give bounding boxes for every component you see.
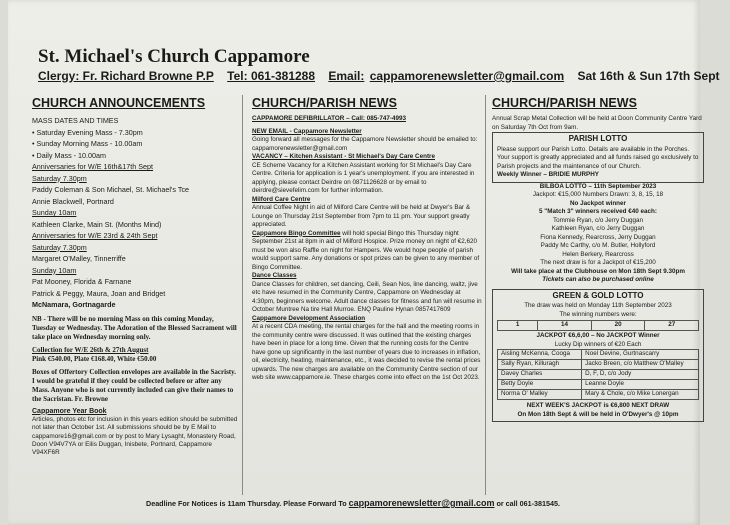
mass-times-title: MASS DATES AND TIMES bbox=[32, 116, 119, 125]
lucky-dip-winner: Jacko Breen, c/o Matthew O'Malley bbox=[582, 360, 699, 370]
bilboa-winner: Tommie Ryan, c/o Jerry Duggan bbox=[553, 216, 643, 224]
bilboa-winner: Paddy Mc Carthy, c/o M. Butler, Hollyford bbox=[540, 242, 656, 249]
page-title: St. Michael's Church Cappamore bbox=[38, 46, 310, 67]
green-gold-lotto-box bbox=[492, 289, 704, 423]
yearbook-title: Cappamore Year Book bbox=[32, 407, 107, 415]
column-heading: CHURCH/PARISH NEWS bbox=[492, 96, 637, 110]
table-row bbox=[498, 370, 699, 380]
bilboa-winner: Fiona Kennedy, Rearcross, Jerry Duggan bbox=[540, 233, 656, 241]
lucky-dip-winner: Betty Doyle bbox=[498, 380, 582, 390]
yearbook-text: Articles, photos etc for inclusion in this years edition should be submitted not later than October 1st. All submissions should be by E Mail to cappamore16@gmail.com or by post to Mary Lysaght, Monastery Road, Doon V94V7YA or Eilis Duggan, Inisbete, Portnard, Cappamore V94XF6R bbox=[32, 416, 238, 457]
green-gold-draw-date: The draw was held on Monday 11th September 2023 bbox=[524, 302, 672, 309]
winning-number: 20 bbox=[591, 321, 645, 331]
bilboa-no-jackpot: No Jackpot winner bbox=[570, 199, 626, 207]
column-divider bbox=[485, 95, 486, 495]
scrap-metal-notice: Annual Scrap Metal Collection will be held at Doon Community Centre Yard on Saturday 7th Oct from 9am. bbox=[492, 115, 702, 131]
footer-text: Deadline For Notices is 11am Thursday. Please Forward To bbox=[146, 499, 349, 508]
anniversary-name: Pat Mooney, Florida & Farnane bbox=[32, 277, 132, 286]
mass-time-item: • Saturday Evening Mass - 7.30pm bbox=[32, 127, 143, 137]
winning-number: 1 bbox=[498, 321, 538, 331]
collection-values: Pink €540.00, Plate €168.40, White €50.00 bbox=[32, 354, 157, 363]
parish-lotto-box bbox=[492, 132, 704, 183]
newsletter-date: Sat 16th & Sun 17th Sept bbox=[577, 69, 720, 83]
cda-title: Cappamore Development Association bbox=[252, 314, 366, 322]
dance-text: Dance Classes for children, set dancing, Ceili, Sean Nos, line dancing, waltz, jive etc have resumed in the Community Centre, Cappamore on Wednesday at 4:30pm, beginners welcome. Adult dance classes for fitness and fun will resume in October Muntree Na tire Hall Murroe. ENQ Pauline Hynan 0857417609 bbox=[252, 280, 482, 313]
anniversaries-title: Anniversaries for W/E 23rd & 24th Sept bbox=[32, 231, 158, 240]
bingo-title: Cappamore Bingo Committee bbox=[252, 229, 341, 237]
table-row bbox=[498, 380, 699, 390]
bilboa-venue: Will take place at the Clubhouse on Mon 18th Sept 9.30pm bbox=[511, 267, 685, 275]
mass-slot: Saturday 7.30pm bbox=[32, 242, 87, 252]
bilboa-title: BILBOA LOTTO – 11th September 2023 bbox=[539, 182, 657, 190]
column-heading: CHURCH ANNOUNCEMENTS bbox=[32, 96, 206, 110]
anniversaries-title: Anniversaries for W/E 16th&17th Sept bbox=[32, 162, 154, 171]
newsletter-text: Going forward all messages for the Cappamore Newsletter should be emailed to: cappamorenewsletter@gmail.com bbox=[252, 136, 478, 152]
mass-time-item: • Sunday Morning Mass - 10.00am bbox=[32, 139, 143, 148]
bingo-text: will hold special Bingo this Thursday night September 21st at 8pm in aid of Milford Hospice. Prize money on night of €2,620 must be won also Raffle on night for Hampers. We would hope people of parish would support same. Any donations or spot prizes can be given to any member of Bingo Committee. bbox=[252, 229, 480, 271]
footer-deadline bbox=[146, 498, 560, 508]
anniversary-name: Kathleen Clarke, Main St. (Months Mind) bbox=[32, 219, 162, 229]
table-row bbox=[498, 350, 699, 360]
column-divider bbox=[242, 95, 243, 495]
mass-slot: Sunday 10am bbox=[32, 208, 77, 217]
lucky-dip-winner: D, F, D, c/o Jody bbox=[582, 370, 699, 380]
table-row bbox=[498, 360, 699, 370]
parish-lotto-title: PARISH LOTTO bbox=[568, 134, 628, 143]
newsletter-title: NEW EMAIL - Cappamore Newsletter bbox=[252, 127, 362, 135]
cda-text: At a recent CDA meeting, the rental charges for the hall and the meeting rooms in the community centre were discussed. It was outlined that the existing charges have been in place for a long time. Given that the running costs for the Centre have gone up significantly in the last number of years due to increases in inflation, oil, electricity, heating, maintenance, etc., it was decided to revise the rental prices upwards. The new charges are available on the Community Centre section of our web site www.cappamore.ie. These charges come into effect on the 1st Oct 2023. bbox=[252, 323, 481, 381]
parish-lotto-text: Please support our Parish Lotto. Details are available in the Porches. Your support is greatly appreciated and all funds raised go exclusively to Parish projects and the maintenance of our Church. bbox=[497, 145, 699, 170]
next-draw-details: On Mon 18th Sept & will be held in O'Dwyer's @ 10pm bbox=[517, 410, 679, 418]
column-heading: CHURCH/PARISH NEWS bbox=[252, 96, 397, 110]
bilboa-numbers: Jackpot: €15,000 Numbers Drawn: 3, 8, 15, 18 bbox=[532, 191, 664, 198]
anniversary-name: McNamara, Gortnagarde bbox=[32, 300, 116, 309]
anniversary-name: Patrick & Peggy, Maura, Joan and Bridget bbox=[32, 288, 166, 298]
header-email: cappamorenewsletter@gmail.com bbox=[369, 69, 565, 83]
mass-notice: NB - There will be no morning Mass on this coming Monday, Tuesday or Wednesday. The Adoration of the Blessed Sacrament will take place on Wednesday morning only. bbox=[32, 314, 237, 341]
clergy-name: Clergy: Fr. Richard Browne P.P bbox=[38, 69, 214, 83]
parish-lotto-winner: Weekly Winner – BRIDIE MURPHY bbox=[497, 171, 599, 178]
lucky-dip-title: Lucky Dip winners of €20 Each bbox=[554, 340, 642, 348]
lucky-dip-table bbox=[497, 349, 699, 400]
milford-title: Milford Care Centre bbox=[252, 195, 311, 203]
defibrillator-notice: CAPPAMORE DEFIBRILLATOR – Call: 085-747-4993 bbox=[252, 115, 406, 122]
mass-time-item: • Daily Mass - 10.00am bbox=[32, 150, 107, 160]
bilboa-next-jackpot: The next draw is for a Jackpot of €15,200 bbox=[540, 259, 656, 266]
church-parish-news-column bbox=[252, 96, 482, 383]
lucky-dip-winner: Sally Ryan, Killuragh bbox=[498, 360, 582, 370]
vacancy-title: VACANCY – Kitchen Assistant - St Michael's Day Care Centre bbox=[252, 153, 435, 160]
winning-number: 27 bbox=[645, 321, 699, 331]
next-week-jackpot: NEXT WEEK'S JACKPOT is €6,800 NEXT DRAW bbox=[526, 402, 670, 409]
telephone: Tel: 061-381288 bbox=[227, 69, 316, 83]
lucky-dip-winner: Noel Devine, Gurtnascarry bbox=[582, 350, 699, 360]
anniversary-name: Margaret O'Malley, Tinnerriffe bbox=[32, 254, 126, 263]
lucky-dip-winner: Mary & Chole, c/o Mike Lonergan bbox=[582, 390, 699, 400]
bilboa-winner: Kathleen Ryan, c/o Jerry Duggan bbox=[551, 225, 645, 232]
vacancy-text: CE Scheme Vacancy for a Kitchen Assistant working for St Michael's Day Care Centre. Criteria for application is 1 year's unemployment. If you are interested in applying, please contact Deirdre on 0871126628 or by email to deirdre@sievefelim.com for further information. bbox=[252, 161, 475, 194]
milford-text: Annual Coffee Night in aid of Milford Care Centre will be held at Dwyer's Bar & Lounge on Thursday 21st September from 7pm to 11 pm. Your support greatly appreciated. bbox=[252, 204, 471, 228]
lucky-dip-winner: Norma O' Malley bbox=[498, 390, 582, 400]
winning-number: 14 bbox=[538, 321, 592, 331]
bilboa-lotto bbox=[492, 183, 704, 285]
collection-title: Collection for W/E 26th & 27th August bbox=[32, 345, 149, 354]
mass-slot: Sunday 10am bbox=[32, 265, 77, 275]
footer-email: cappamorenewsletter@gmail.com bbox=[348, 498, 495, 508]
bilboa-winner: Helen Berkery, Rearcross bbox=[562, 250, 634, 258]
green-gold-numbers-label: The winning numbers were: bbox=[559, 310, 637, 318]
newsletter-page bbox=[8, 0, 720, 525]
lucky-dip-winner: Davey Charles bbox=[498, 370, 582, 380]
anniversary-name: Paddy Coleman & Son Michael, St. Michael's Tce bbox=[32, 185, 190, 194]
anniversary-name: Annie Blackwell, Portnard bbox=[32, 196, 114, 206]
header-line bbox=[38, 69, 730, 83]
mass-slot: Saturday 7.30pm bbox=[32, 173, 87, 183]
church-parish-news-column-2 bbox=[492, 96, 704, 422]
winning-numbers-table bbox=[497, 320, 699, 331]
dance-title: Dance Classes bbox=[252, 272, 297, 279]
offertory-notice: Boxes of Offertory Collection envelopes are available in the Sacristy. I would be grateful if they could be collected before or after any Mass. Anyone who is not currently included can give their names to the Sacristan. Fr. Browne bbox=[32, 367, 237, 403]
email-label: Email: bbox=[328, 69, 365, 83]
table-row bbox=[498, 390, 699, 400]
green-gold-jackpot: JACKPOT €6,6,00 – No JACKPOT Winner bbox=[536, 332, 660, 339]
lucky-dip-winner: Leanne Doyle bbox=[582, 380, 699, 390]
bilboa-match3: 5 "Match 3" winners received €40 each: bbox=[539, 208, 657, 215]
lucky-dip-winner: Aisling McKenna, Cooga bbox=[498, 350, 582, 360]
bilboa-tickets: Tickets can also be purchased online bbox=[542, 276, 654, 283]
green-gold-title: GREEN & GOLD LOTTO bbox=[552, 290, 644, 300]
church-announcements-column bbox=[32, 96, 238, 457]
footer-phone: or call 061-381545. bbox=[494, 499, 561, 508]
